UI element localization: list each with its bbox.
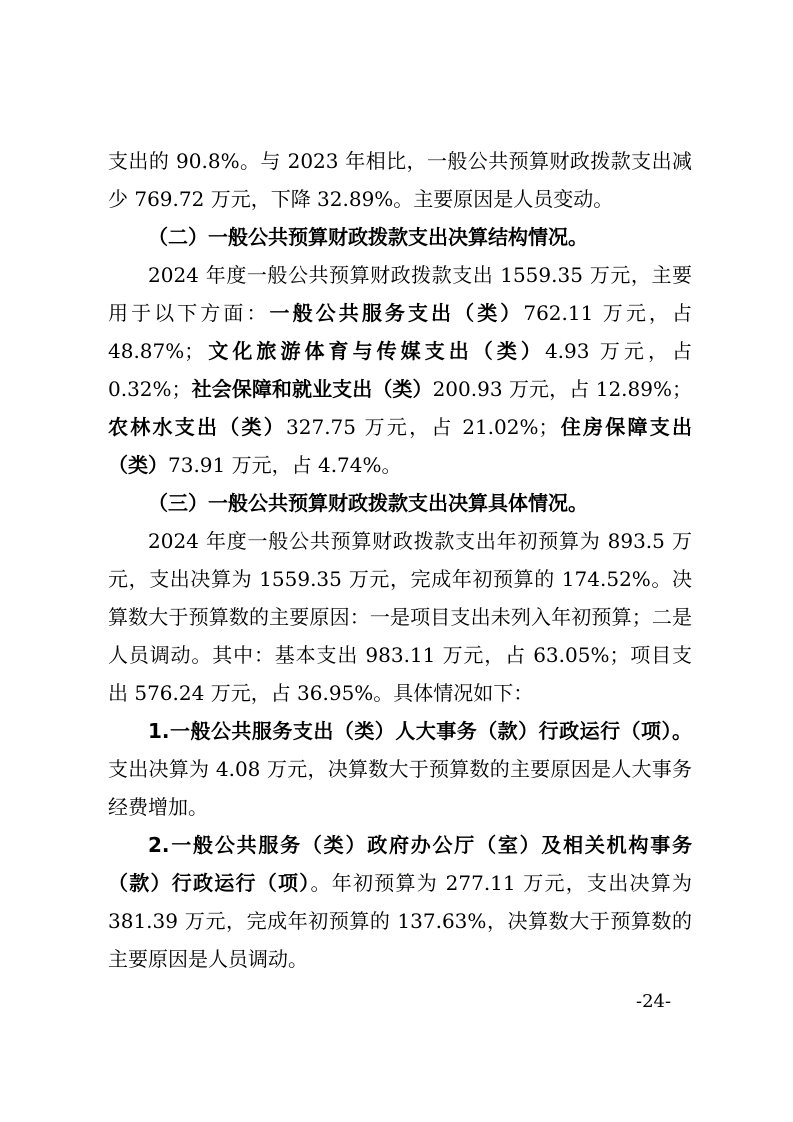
category-general-public-services: 一般公共服务支出（类） [269,301,524,325]
page-number: -24- [636,991,672,1012]
section-heading-2: （二）一般公共预算财政拨款支出决算结构情况。 [148,225,588,249]
structure-text-4: 200.93 万元，占 12.89%； [432,377,692,401]
structure-text-3: 4.93 万元，占 0.32%； [108,339,693,401]
document-body [108,142,692,978]
section-heading-3: （三）一般公共预算财政拨款支出决算具体情况。 [148,491,588,515]
structure-text-6: 73.91 万元，占 4.74%。 [168,453,402,477]
structure-text-2: 762.11 万元，占 48.87%； [108,301,692,363]
structure-text-5: 327.75 万元，占 21.02%； [286,415,559,439]
structure-paragraph [108,256,692,484]
item-1-title: 1.一般公共服务支出（类）人大事务（款）行政运行（项）。 [148,719,692,743]
category-culture-tourism: 文化旅游体育与传媒支出（类） [204,339,545,363]
item-1-text: 支出决算为 4.08 万元，决算数大于预算数的主要原因是人大事务经费增加。 [108,757,692,819]
item-2-title: 2.一般公共服务（类）政府办公厅（室）及相关机构事务（款）行政运行（项） [108,833,692,895]
intro-paragraph: 支出的 90.8%。与 2023 年相比，一般公共预算财政拨款支出减少 769.72 万元，下降 32.89%。主要原因是人员变动。 [108,149,692,211]
item-2-text: 。年初预算为 277.11 万元，支出决算为 381.39 万元，完成年初预算的 137.63%，决算数大于预算数的主要原因是人员调动。 [108,871,693,971]
details-paragraph: 2024 年度一般公共预算财政拨款支出年初预算为 893.5 万元，支出决算为 1559.35 万元，完成年初预算的 174.52%。决算数大于预算数的主要原因：一是项目支出未列入年初预算；二是人员调动。其中：基本支出 983.11 万元，占 63.05%；项目支出 576.24 万元，占 36.95%。具体情况如下： [108,529,692,705]
category-housing: 住房保障支出（类） [108,415,692,477]
category-social-security: 社会保障和就业支出（类） [191,377,433,401]
item-1-paragraph [108,712,692,826]
structure-text-1: 2024 年度一般公共预算财政拨款支出 1559.35 万元，主要用于以下方面： [108,263,692,325]
category-agriculture: 农林水支出（类） [108,415,287,439]
item-2-paragraph [108,826,692,978]
